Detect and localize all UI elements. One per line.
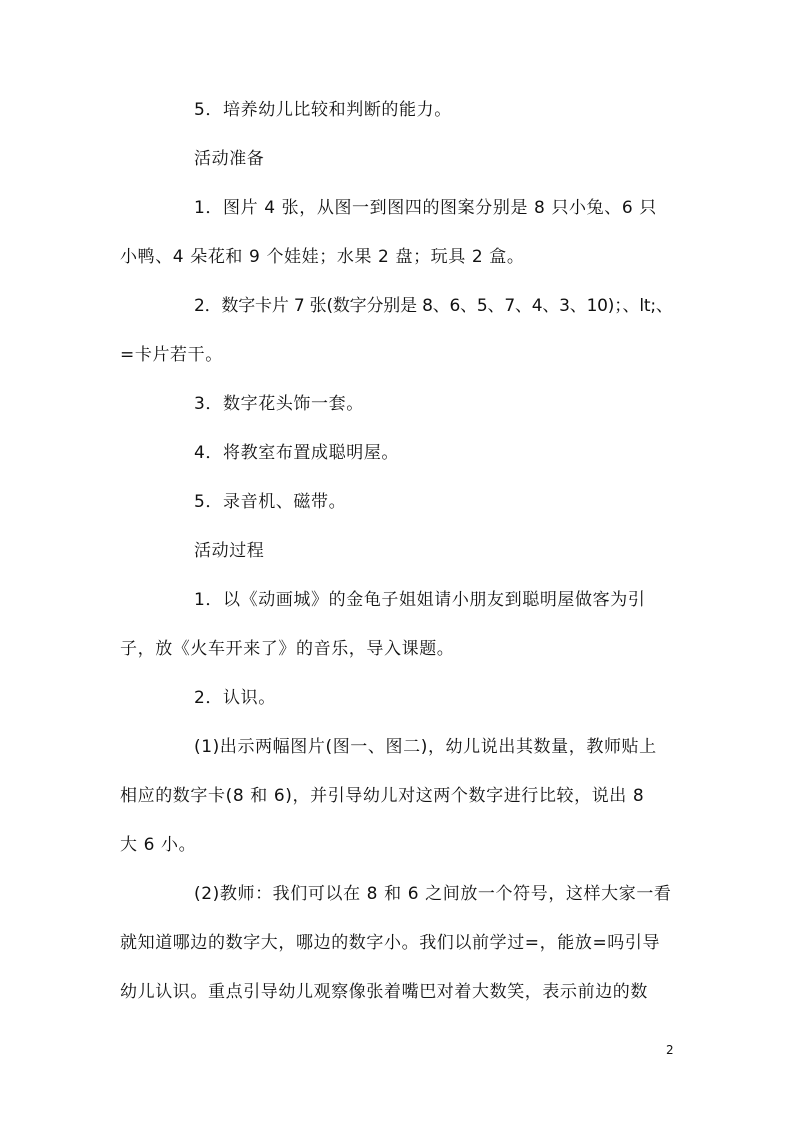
text-line: (1)出示两幅图片(图一、图二)，幼儿说出其数量，教师贴上: [194, 737, 657, 757]
text-line: 相应的数字卡(8 和 6)，并引导幼儿对这两个数字进行比较，说出 8: [120, 786, 645, 806]
text-line: 1．以《动画城》的金龟子姐姐请小朋友到聪明屋做客为引: [194, 590, 646, 610]
text-line: 大 6 小。: [120, 835, 197, 855]
text-line: 4．将教室布置成聪明屋。: [194, 443, 400, 463]
text-line: 就知道哪边的数字大，哪边的数字小。我们以前学过=，能放=吗引导: [120, 933, 661, 953]
text-line: 子，放《火车开来了》的音乐，导入课题。: [120, 639, 455, 659]
text-line: 2．认识。: [194, 688, 276, 708]
text-line: 幼儿认识。重点引导幼儿观察像张着嘴巴对着大数笑，表示前边的数: [120, 982, 648, 1002]
section-heading: 活动准备: [194, 149, 265, 169]
section-heading: 活动过程: [194, 541, 265, 561]
text-line: (2)教师：我们可以在 8 和 6 之间放一个符号，这样大家一看: [194, 884, 672, 904]
text-line: 5．培养幼儿比较和判断的能力。: [194, 100, 452, 120]
text-line: 2．数字卡片 7 张(数字分别是 8、6、5、7、4、3、10)；、lt;、: [194, 296, 673, 316]
text-line: 5．录音机、磁带。: [194, 492, 347, 512]
text-line: 1．图片 4 张，从图一到图四的图案分别是 8 只小兔、6 只: [194, 198, 657, 218]
page-number: 2: [666, 1043, 674, 1057]
text-line: =卡片若干。: [120, 345, 223, 365]
text-line: 小鸭、4 朵花和 9 个娃娃；水果 2 盘；玩具 2 盒。: [120, 247, 525, 267]
text-line: 3．数字花头饰一套。: [194, 394, 364, 414]
